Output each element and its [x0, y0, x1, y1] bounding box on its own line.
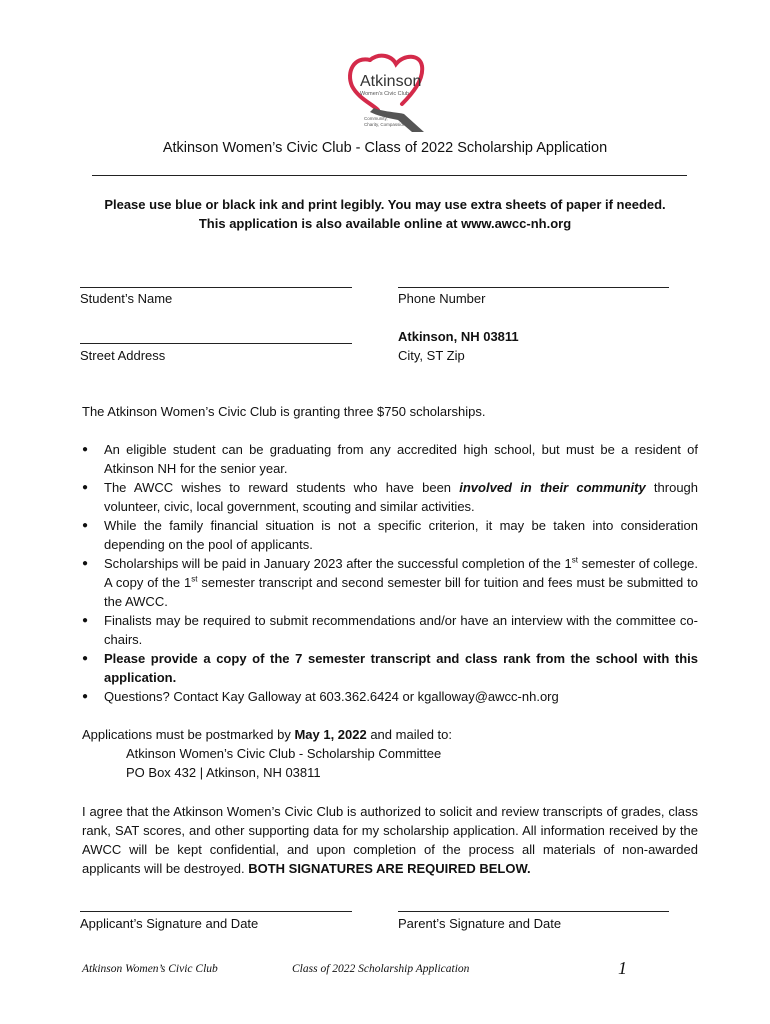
- list-item: ● The AWCC wishes to reward students who have been involved in their community through volunteer, civic, local government, scouting and similar activities.: [82, 478, 698, 516]
- logo-tagline-1: Community,: [364, 116, 388, 121]
- instruction-line-1: Please use blue or black ink and print legibly. You may use extra sheets of paper if needed.: [104, 197, 666, 212]
- heart-hand-logo-icon: [340, 50, 440, 136]
- phone-number-line[interactable]: [398, 287, 669, 288]
- logo-tagline-2: Charity, Compassion: [364, 122, 406, 127]
- intro-text: The Atkinson Women’s Civic Club is granting three $750 scholarships.: [82, 404, 486, 419]
- instruction-line-2: This application is also available online at www.awcc-nh.org: [198, 216, 572, 231]
- list-item: ● Questions? Contact Kay Galloway at 603.362.6424 or kgalloway@awcc-nh.org: [82, 687, 698, 706]
- parent-signature-label: Parent’s Signature and Date: [398, 916, 562, 931]
- awcc-logo: [340, 50, 440, 136]
- page-title: Atkinson Women’s Civic Club - Class of 2022 Scholarship Application: [162, 140, 608, 156]
- list-item: ● An eligible student can be graduating from any accredited high school, but must be a resident of Atkinson NH for the senior year.: [82, 440, 698, 478]
- street-address-label: Street Address: [80, 348, 166, 363]
- list-item: ● Scholarships will be paid in January 2023 after the successful completion of the 1st semester of college. A copy of the 1st semester transcript and second semester bill for tuition and fees must be submitted to the AWCC.: [82, 554, 698, 611]
- applicant-signature-label: Applicant’s Signature and Date: [80, 916, 259, 931]
- phone-number-label: Phone Number: [398, 291, 486, 306]
- eligibility-list: [82, 440, 698, 706]
- mailing-address-line-2: PO Box 432 | Atkinson, NH 03811: [126, 765, 321, 780]
- list-item: ● Finalists may be required to submit recommendations and/or have an interview with the committee co-chairs.: [82, 611, 698, 649]
- agreement-text: I agree that the Atkinson Women’s Civic Club is authorized to solicit and review transcripts of grades, class rank, SAT scores, and other supporting data for my scholarship application. All information received by the AWCC will be kept confidential, and upon completion of the process all materials of non-awarded applicants will be destroyed. BOTH SIGNATURES ARE REQUIRED BELOW.: [82, 804, 698, 876]
- student-name-label: Student’s Name: [80, 291, 173, 306]
- logo-brand: Atkinson: [360, 73, 422, 90]
- list-item: ● While the family financial situation is not a specific criterion, it may be taken into consideration depending on the pool of applicants.: [82, 516, 698, 554]
- mailing-instructions: Applications must be postmarked by May 1, 2022 and mailed to: Atkinson Women’s Civic Club - Scholarship Committee PO Box 432 | Atkinson, NH 03811: [82, 725, 698, 782]
- parent-signature-line[interactable]: [398, 911, 669, 912]
- title-divider: [92, 175, 687, 176]
- mailing-address-line-1: Atkinson Women’s Civic Club - Scholarship Committee: [126, 746, 442, 761]
- signature-requirement: BOTH SIGNATURES ARE REQUIRED BELOW.: [248, 861, 531, 876]
- footer-title: Class of 2022 Scholarship Application: [292, 963, 470, 975]
- student-name-line[interactable]: [80, 287, 352, 288]
- city-label: City, ST Zip: [398, 348, 465, 363]
- logo-sub: Women's Civic Club: [360, 91, 409, 97]
- deadline-date: May 1, 2022: [294, 727, 367, 742]
- list-item: ● Please provide a copy of the 7 semester transcript and class rank from the school with this application.: [82, 649, 698, 687]
- street-address-line[interactable]: [80, 343, 352, 344]
- page-number: 1: [618, 958, 627, 978]
- applicant-signature-line[interactable]: [80, 911, 352, 912]
- city-value: Atkinson, NH 03811: [398, 329, 519, 344]
- footer-org: Atkinson Women’s Civic Club: [82, 963, 218, 975]
